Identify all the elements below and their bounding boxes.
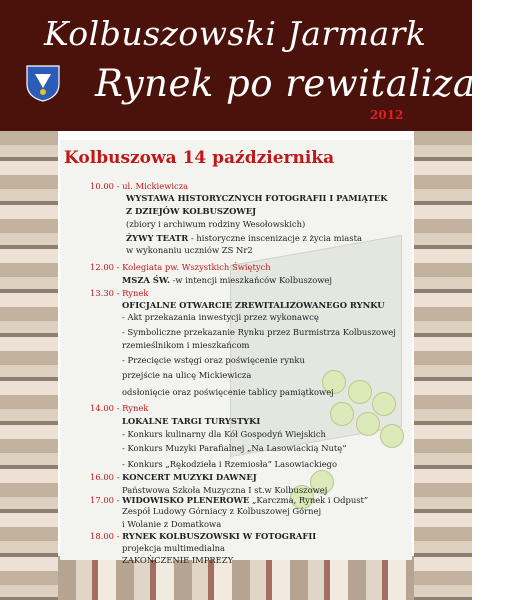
program-time: 17.00 - (90, 495, 123, 505)
program-text: Z DZIEJÓW KOLBUSZOWEJ (126, 206, 257, 216)
program-place: Rynek (122, 403, 149, 413)
program-text: ZAKOŃCZENIE IMPREZY (122, 555, 234, 565)
program-line (122, 485, 327, 495)
program-place: ul. Mickiewicza (122, 181, 189, 191)
program-line (122, 443, 347, 453)
title-line-1: Kolbuszowski Jarmark (44, 14, 427, 53)
program-line (126, 233, 362, 243)
program-bold: WIDOWISKO PLENEROWE (122, 495, 250, 505)
program-bold: RYNEK KOLBUSZOWSKI W FOTOGRAFII (122, 531, 317, 541)
program-text: LOKALNE TARGI TURYSTYKI (122, 416, 261, 426)
program-place: Kolegiata pw. Wszystkich Świętych (122, 262, 271, 272)
program-line (122, 355, 305, 365)
program-line (122, 543, 225, 553)
program-bold: ŻYWY TEATR (126, 233, 189, 243)
program-line (122, 300, 385, 310)
program-text: w wykonaniu uczniów ZS Nr2 (126, 245, 253, 255)
program-line (122, 459, 337, 469)
program-line (126, 245, 253, 255)
program-text: - historyczne inscenizacje z życia miasta (188, 233, 362, 243)
program-line (126, 219, 305, 229)
program-line (126, 206, 256, 216)
program-text: - Konkurs kulinarny dla Kół Gospodyń Wiejskich (122, 429, 326, 439)
year-label: 2012 (370, 108, 404, 122)
program-text: projekcja multimedialna (122, 543, 226, 553)
program-line (122, 519, 221, 529)
program-text: odsłonięcie oraz poświęcenie tablicy pamiątkowej (122, 387, 334, 397)
program-time: 12.00 - (90, 262, 123, 272)
program-text: przejście na ulicę Mickiewicza (122, 370, 252, 380)
program-text: -w intencji mieszkańców Kolbuszowej (169, 275, 332, 285)
program-line (90, 472, 257, 482)
program-text: Zespół Ludowy Górniacy z Kolbuszowej Górnej (122, 506, 322, 516)
program-text: i Wolanie z Domatkowa (122, 519, 222, 529)
program-line (90, 288, 148, 298)
program-line (90, 181, 188, 191)
program-place: Rynek (122, 288, 149, 298)
program-bold: KONCERT MUZYKI DAWNEJ (122, 472, 257, 482)
program-text: - Konkurs „Rękodzieła i Rzemiosła” Lasowiackiego (122, 459, 338, 469)
program-line (122, 275, 332, 285)
program-text: OFICJALNE OTWARCIE ZREWITALIZOWANEGO RYNKU (122, 300, 385, 310)
program-text: - Konkurs Muzyki Parafialnej „Na Lasowiackią Nutę” (122, 443, 347, 453)
program-line (122, 555, 233, 565)
program-time: 13.30 - (90, 288, 123, 298)
program-line (90, 495, 368, 505)
date-heading: Kolbuszowa 14 października (64, 148, 335, 168)
program-line (122, 506, 321, 516)
program-text: „Karczma, Rynek i Odpust” (249, 495, 369, 505)
program-time: 14.00 - (90, 403, 123, 413)
program-text: - Akt przekazania inwestycji przez wykonawcę (122, 312, 319, 322)
program-line (122, 340, 249, 350)
program-text: Państwowa Szkoła Muzyczna I st.w Kolbuszowej (122, 485, 328, 495)
program-line (122, 416, 260, 426)
program-text: - Symboliczne przekazanie Rynku przez Burmistrza Kolbuszowej (122, 327, 396, 337)
program-time: 10.00 - (90, 181, 123, 191)
program-time: 16.00 - (90, 472, 123, 482)
program-line (126, 193, 387, 203)
program-time: 18.00 - (90, 531, 123, 541)
program-line (122, 327, 396, 337)
program-text: (zbiory i archiwum rodziny Wesołowskich) (126, 219, 306, 229)
program-line (122, 312, 319, 322)
program-line (122, 370, 251, 380)
program-line (122, 429, 326, 439)
program-line (122, 387, 334, 397)
program-line (90, 403, 148, 413)
program-bold: MSZA ŚW. (122, 275, 170, 285)
program-text: - Przecięcie wstęgi oraz poświęcenie rynku (122, 355, 305, 365)
title-line-2: Rynek po rewitalizacji (95, 62, 521, 105)
program-text: WYSTAWA HISTORYCZNYCH FOTOGRAFII I PAMIĄTEK (126, 193, 388, 203)
program-line (90, 262, 271, 272)
program-line (90, 531, 316, 541)
program-text: rzemieślnikom i mieszkańcom (122, 340, 250, 350)
